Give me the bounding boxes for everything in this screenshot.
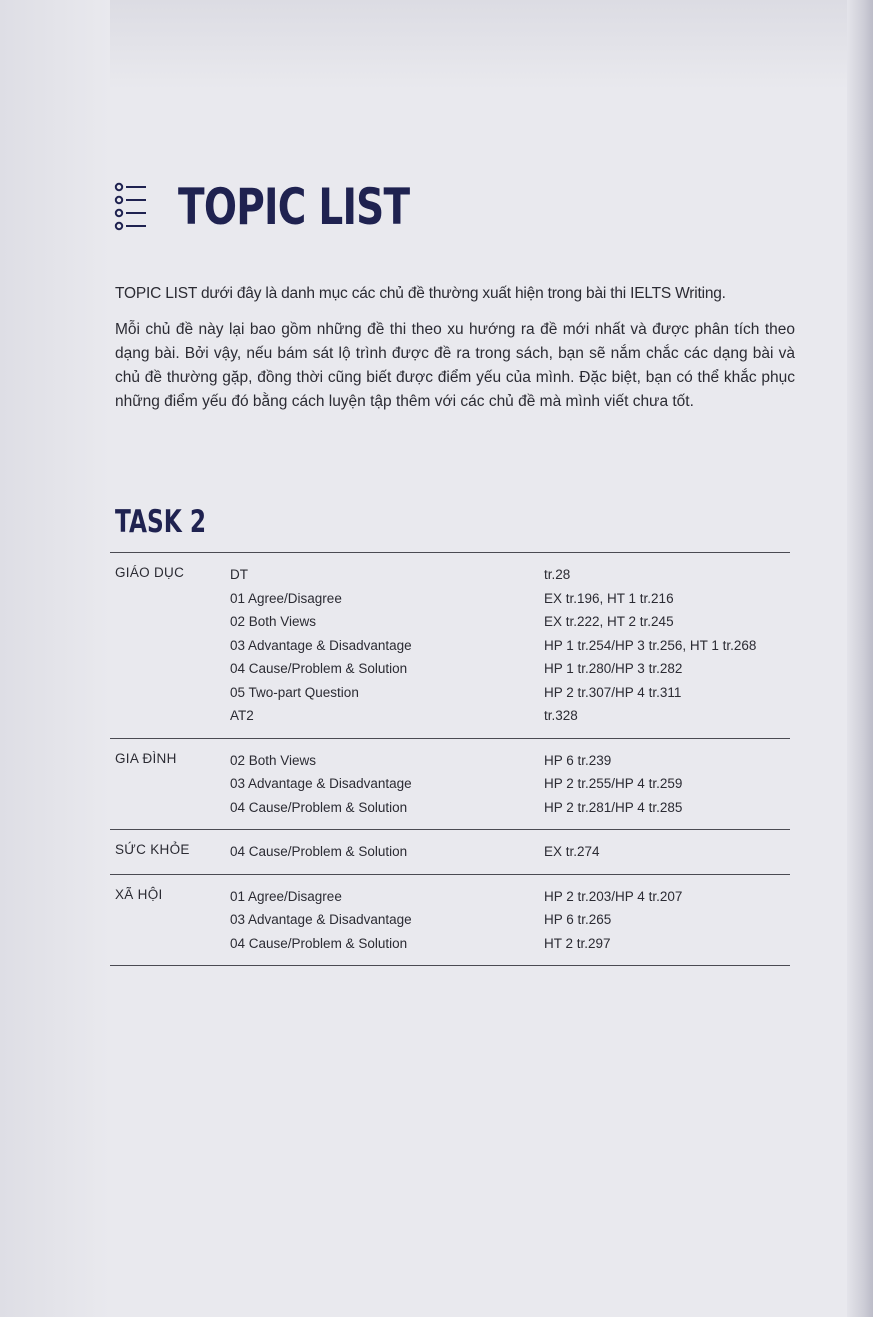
section-suc-khoe	[110, 829, 790, 874]
title-row	[110, 178, 790, 248]
document-page	[110, 0, 795, 1317]
topic-name: AT2	[230, 708, 254, 723]
page-edge-right	[847, 0, 873, 1317]
topic-name: 02 Both Views	[230, 752, 317, 768]
section-xa-hoi	[110, 874, 790, 967]
page-reference: tr.28	[544, 567, 571, 582]
intro-paragraph-2: Mỗi chủ đề này lại bao gồm những đề thi theo xu hướng ra đề mới nhất và được phân tích theo dạng bài. Bởi vậy, nếu bám sát lộ trình được đề ra trong sách, bạn sẽ nắm chắc các dạng bài và chủ đề thường gặp, đồng thời cũng biết được điểm yếu của mình. Đặc biệt, bạn có thể khắc phục những điểm yếu đó bằng cách luyện tập thêm với các chủ đề mà mình viết chưa tốt.	[115, 321, 795, 410]
intro-text	[115, 282, 795, 426]
page-reference: HT 2 tr.297	[544, 935, 611, 951]
topic-name: 04 Cause/Problem & Solution	[230, 844, 408, 859]
page-reference: EX tr.274	[544, 844, 600, 859]
table-row	[110, 749, 790, 773]
table-row	[110, 932, 790, 956]
task-heading: TASK 2	[115, 504, 207, 540]
table-row	[110, 657, 790, 681]
table-row	[110, 587, 790, 611]
topic-name: 03 Advantage & Disadvantage	[230, 776, 412, 791]
category-label: GIÁO DỤC	[115, 565, 185, 580]
topic-name: 03 Advantage & Disadvantage	[230, 912, 412, 927]
table-row	[110, 908, 790, 932]
topic-name: 01 Agree/Disagree	[230, 888, 342, 904]
intro-paragraph-1: TOPIC LIST dưới đây là danh mục các chủ đề thường xuất hiện trong bài thi IELTS Writing.	[115, 285, 726, 302]
table-row	[110, 634, 790, 658]
table-row	[110, 796, 790, 820]
category-label: GIA ĐÌNH	[115, 750, 177, 766]
table-row	[110, 885, 790, 909]
topic-name: 04 Cause/Problem & Solution	[230, 935, 408, 951]
topic-name: 05 Two-part Question	[230, 684, 359, 700]
topic-name: DT	[230, 567, 248, 582]
category-label: XÃ HỘI	[115, 886, 163, 902]
topic-name: 02 Both Views	[230, 614, 317, 629]
page-reference: HP 2 tr.307/HP 4 tr.311	[544, 684, 682, 700]
category-label: SỨC KHỎE	[115, 842, 190, 857]
list-icon	[112, 180, 168, 236]
page-reference: EX tr.222, HT 2 tr.245	[544, 614, 674, 629]
page-reference: HP 6 tr.265	[544, 912, 612, 927]
section-giao-duc	[110, 552, 790, 738]
page-reference: HP 2 tr.203/HP 4 tr.207	[544, 888, 683, 904]
page-title: TOPIC LIST	[178, 178, 410, 236]
page-reference: HP 6 tr.239	[544, 752, 612, 768]
table-row	[110, 610, 790, 634]
topic-name: 01 Agree/Disagree	[230, 590, 342, 606]
topic-name: 03 Advantage & Disadvantage	[230, 637, 412, 653]
table-row	[110, 840, 790, 864]
page-reference: HP 2 tr.255/HP 4 tr.259	[544, 776, 683, 791]
page-reference: HP 2 tr.281/HP 4 tr.285	[544, 799, 683, 815]
page-reference: tr.328	[544, 708, 578, 723]
table-row	[110, 681, 790, 705]
page-reference: HP 1 tr.254/HP 3 tr.256, HT 1 tr.268	[544, 637, 757, 653]
topic-name: 04 Cause/Problem & Solution	[230, 799, 408, 815]
table-row	[110, 563, 790, 587]
table-row	[110, 704, 790, 728]
topic-table	[110, 552, 790, 966]
page-reference: HP 1 tr.280/HP 3 tr.282	[544, 661, 683, 676]
table-row	[110, 772, 790, 796]
page-margin-left	[0, 0, 110, 1317]
page-reference: EX tr.196, HT 1 tr.216	[544, 590, 674, 606]
topic-name: 04 Cause/Problem & Solution	[230, 661, 408, 676]
section-gia-dinh	[110, 738, 790, 830]
